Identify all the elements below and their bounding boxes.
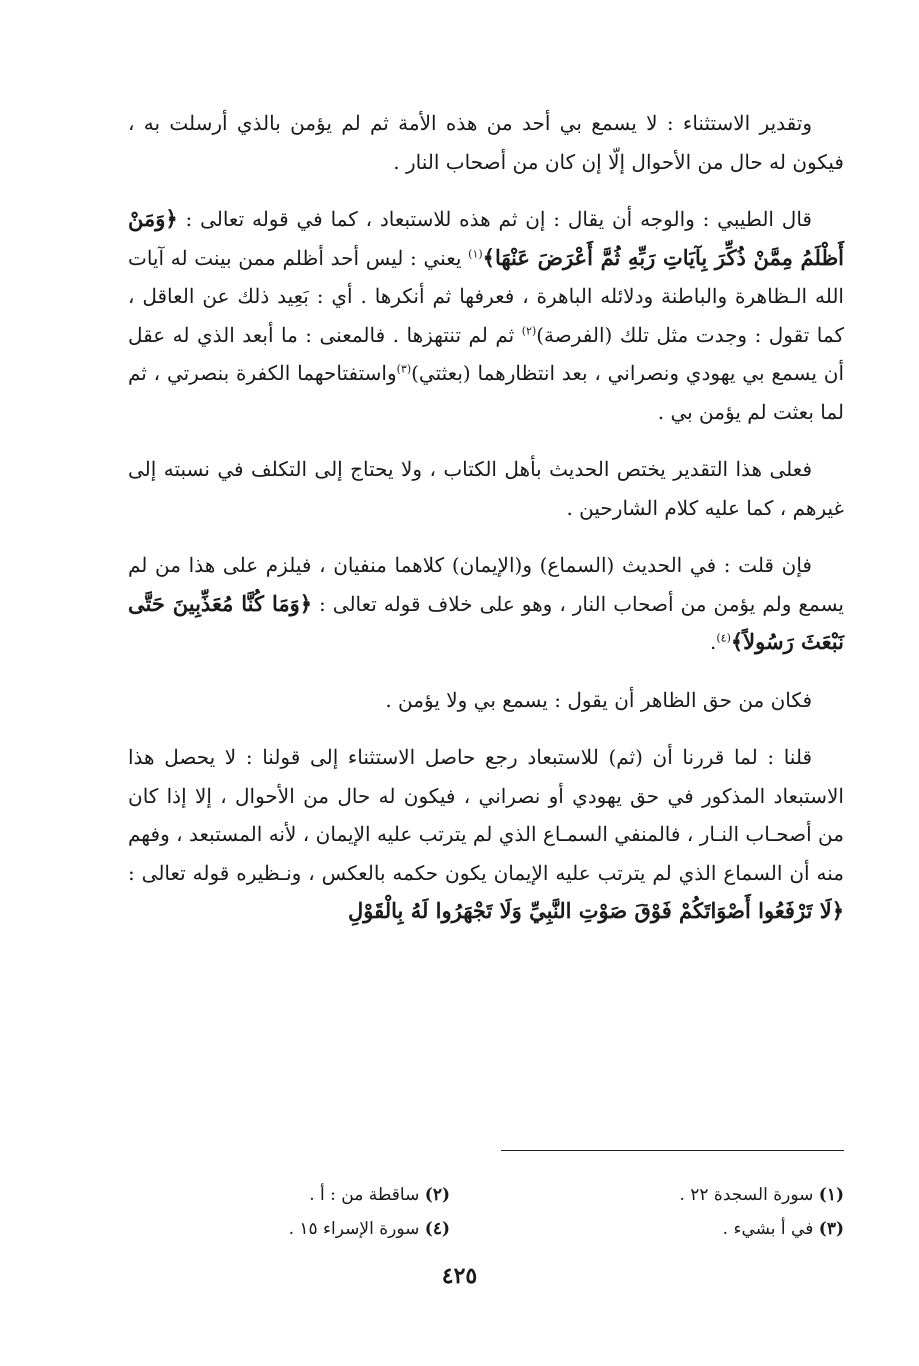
footnote-ref: (٢) (521, 323, 537, 337)
footnote-number: (٣) (818, 1219, 844, 1239)
footnote-number: (٢) (424, 1185, 450, 1205)
footnote-2 (150, 1178, 450, 1212)
paragraph-text: فكان من حق الظاهر أن يقول : يسمع بي ولا يؤمن . (385, 687, 812, 712)
paragraph-text: فعلى هذا التقدير يختص الحديث بأهل الكتاب ، ولا يحتاج إلى التكلف في نسبته إلى غيرهم ، كما عليه كلام الشارحين . (128, 457, 844, 520)
footnote-row (150, 1212, 844, 1246)
paragraph-text: ثم لم تنتهزها . فالمعنى : ما أبعد الذي له عقل أن يسمع بي يهودي ونصراني ، بعد انتظارهما (بعثتي) (128, 322, 845, 385)
paragraph-text: واستفتاحهما الكفرة بنصرتي ، ثم لما بعثت لم يؤمن بي . (128, 361, 844, 424)
paragraph-text: يعني : ليس أحد أظلم ممن بينت له آيات الله الـظاهرة والباطنة ودلائله الباهرة ، فعرفها ثم أنكرها . أي : بَعِيد ذلك عن العاقل ، كما تقول : وجدت مثل تلك (الفرصة) (128, 245, 844, 347)
footnote-number: (٤) (424, 1219, 450, 1239)
paragraph (128, 450, 844, 527)
paragraph-text: فإن قلت : في الحديث (السماع) و(الإيمان) كلاهما منفيان ، فيلزم على هذا من لم يسمع ولم يؤمن من أصحاب النار ، وهو على خلاف قوله تعالى : (128, 553, 844, 616)
paragraph (128, 546, 844, 662)
footnote-ref: (١) (468, 246, 483, 260)
footnote-number: (١) (818, 1185, 844, 1205)
footnote-text: سورة الإسراء ١٥ . (288, 1219, 420, 1239)
footnote-ref: (٤) (716, 631, 731, 645)
footnote-3 (544, 1212, 844, 1246)
footnote-text: سورة السجدة ٢٢ . (679, 1185, 814, 1205)
main-text (128, 104, 844, 950)
paragraph (128, 681, 844, 720)
footnote-4 (150, 1212, 450, 1246)
paragraph-text: . (710, 630, 717, 654)
footnote-divider (501, 1150, 844, 1151)
paragraph-text: وتقدير الاستثناء : لا يسمع بي أحد من هذه الأمة ثم لم يؤمن بالذي أرسلت به ، فيكون له حال من الأحوال إلّا إن كان من أصحاب النار . (128, 111, 844, 174)
footnote-text: ساقطة من : أ . (309, 1185, 420, 1205)
footnote-1 (544, 1178, 844, 1212)
footnotes (150, 1178, 844, 1246)
page-number: ٤٢٥ (441, 1263, 478, 1289)
quran-verse: ﴿وَمَا كُنَّا مُعَذِّبِينَ حَتَّى نَبْعَثَ رَسُولاً﴾ (128, 590, 844, 654)
paragraph (128, 104, 844, 181)
paragraph (128, 200, 844, 431)
footnote-ref: (٣) (396, 362, 412, 376)
footnote-text: في أ بشيء . (722, 1219, 814, 1239)
quran-verse: ﴿لَا تَرْفَعُوا أَصْوَاتَكُمْ فَوْقَ صَوْتِ النَّبِيِّ وَلَا تَجْهَرُوا لَهُ بِالْقَوْلِ (348, 898, 844, 923)
quran-verse: ﴿وَمَنْ أَظْلَمُ مِمَّنْ ذُكِّرَ بِآيَاتِ رَبِّهِ ثُمَّ أَعْرَضَ عَنْهَا﴾ (128, 206, 844, 270)
paragraph (128, 738, 844, 931)
paragraph-text: قلنا : لما قررنا أن (ثم) للاستبعاد رجع حاصل الاستثناء إلى قولنا : لا يحصل هذا الاستبعاد المذكور في حق يهودي أو نصراني ، فيكون له حال من الأحوال ، إلا إذا كان من أصحـاب النـار ، فالمنفي السمـاع الذي لم يترتب عليه الإيمان ، لأنه المستبعد ، وفهم منه أن السماع الذي لم يترتب عليه الإيمان يكون حكمه بالعكس ، ونـظيره قوله تعالى : (128, 745, 844, 885)
footnote-row (150, 1178, 844, 1212)
paragraph-text: قال الطيبي : والوجه أن يقال : إن ثم هذه للاستبعاد ، كما في قوله تعالى : (177, 207, 812, 231)
